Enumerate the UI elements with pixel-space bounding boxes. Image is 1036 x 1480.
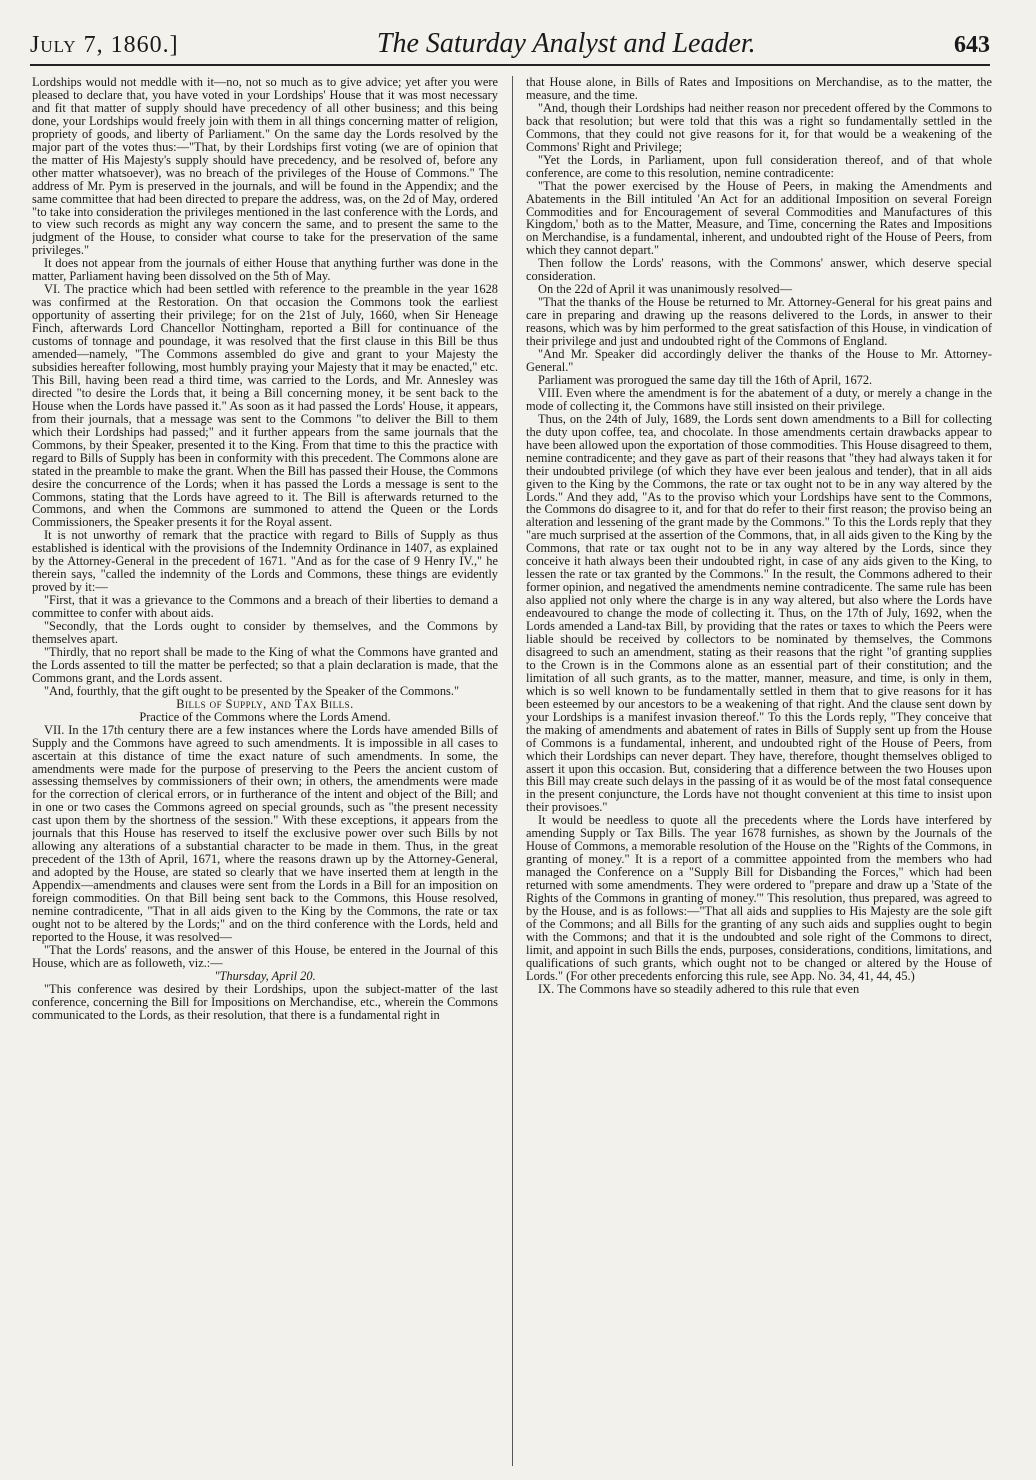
paragraph: VI. The practice which had been settled with reference to the preamble in the year 1628 was confirmed at the Restoration. On that occasion the Commons took the earliest opportunity of asserting their privilege; for on the 21st of July, 1660, when Sir Heneage Finch, afterwards Lord Chancellor Nottingham, reported a Bill for continuance of the customs of tonnage and poundage, it was resolved that the first clause in this Bill be thus amended—namely, "The Commons assembled do give and grant to your Majesty the subsidies hereafter following, most humbly praying your Majesty that it may be enacted," etc. This Bill, having been read a third time, was carried to the Lords, and Mr. Annesley was directed "to desire the Lords that, it being a Bill concerning money, it be sent back to the House when the Lords have passed it." As soon as it had passed the Lords' House, it appears, from their journals, that a message was sent to the Commons "to deliver the Bill to them which their Lordships had passed;" and it further appears from the same journals that the Commons, by their Speaker, presented it to the King. From that time to this the practice with regard to Bills of Supply has been in conformity with this precedent. The Commons alone are stated in the preamble to make the grant. When the Bill has passed their House, the Commons desire the concurrence of the Lords; when it has passed the Lords a message is sent to the Commons, stating that the Lords have agreed to it. The Bill is afterwards returned to the Commons, and when the Commons are summoned to attend the Queen or the Lords Commissioners, the Speaker presents it for the Royal assent. [32,282,498,530]
paragraph: "That the Lords' reasons, and the answer of this House, be entered in the Journal of this House, which are as followeth, viz.:— [32,942,498,970]
paragraph: "This conference was desired by their Lordships, upon the subject-matter of the last conference, concerning the Bill for Impositions on Merchandise, etc., wherein the Commons communicated to the Lords, as their resolution, that there is a fundamental right in [32,981,498,1022]
paragraph: "Yet the Lords, in Parliament, upon full consideration thereof, and of that whole conference, are come to this resolution, nemine contradicente: [526,152,992,180]
paragraph: It is not unworthy of remark that the practice with regard to Bills of Supply as thus established is identical with the provisions of the Indemnity Ordinance in 1407, as explained by the Attorney-General in the precedent of 1671. "And as for the case of 9 Henry IV.," he therein says, "called the indemnity of the Lords and Commons, these things are evidently proved by it:— [32,528,498,595]
dateline: "Thursday, April 20. [214,968,316,983]
paragraph: that House alone, in Bills of Rates and Impositions on Merchandise, as to the matter, the measure, and the time. [526,76,992,102]
page-number: 643 [954,32,990,58]
section-heading: Bills of Supply, and Tax Bills. [176,696,354,711]
paragraph: "That the thanks of the House be returned to Mr. Attorney-General for his great pains and care in preparing and drawing up the reasons delivered to the Lords, in answer to their reasons, which was by him performed to the great satisfaction of this House, in vindication of their privilege and just and undoubted right of the Commons of England. [526,295,992,349]
paragraph: It would be needless to quote all the precedents where the Lords have interfered by amending Supply or Tax Bills. The year 1678 furnishes, as shown by the Journals of the House of Commons, a memorable resolution of the House on the "Rights of the Commons, in granting of money." It is a report of a committee appointed from the members who had managed the Conference on a "Supply Bill for Disbanding the Forces," which had been returned with some amendments. They were ordered to "prepare and draw up a 'State of the Rights of the Commons in granting of money.'" This resolution, thus prepared, was agreed to by the House, and is as follows:—"That all aids and supplies to His Majesty are the sole gift of the Commons; and all Bills for the granting of any such aids and supplies ought to begin with the Commons; and that it is the undoubted and sole right of the Commons to direct, limit, and appoint in such Bills the ends, purposes, considerations, conditions, limitations, and qualifications of such grants, which ought not to be changed or altered by the House of Lords." (For other precedents enforcing this rule, see App. No. 34, 41, 44, 45.) [526,813,992,983]
publication-title: The Saturday Analyst and Leader. [376,28,756,59]
paragraph: "And, fourthly, that the gift ought to be presented by the Speaker of the Commons." [44,683,460,698]
paragraph: IX. The Commons have so steadily adhered to this rule that even [538,981,860,996]
paragraph: "First, that it was a grievance to the Commons and a breach of their liberties to demand a committee to confer with about aids. [32,593,498,621]
paragraph: Thus, on the 24th of July, 1689, the Lords sent down amendments to a Bill for collecting the duty upon coffee, tea, and chocolate. In those amendments certain drawbacks appear to have been allowed upon the exportation of those commodities. This House disagreed to them, nemine contradicente; and they gave as part of their reasons that "they had always taken it for their undoubted privilege (of which they have ever been jealous and tender), that in all aids given to the King by the Commons, the rate or tax ought not to be in any way altered by the Lords." And they add, "As to the proviso which your Lordships have sent to the Commons, the Commons do disagree to it, and for that do refer to their first reason; the proviso being an alteration and lessening of the grant made by the Commons." To this the Lords reply that they "are much surprised at the assertion of the Commons, that, in all aids given to the King by the Commons, that rate or tax ought not to be in any way altered by the Lords, since they conceive it hath always been their undoubted right, in case of any aids given to the King, to lessen the rate or tax granted by the Commons." In the result, the Commons adhered to their former opinion, and negatived the amendments nemine contradicente. The same rule has been also applied not only where the charge is in any way altered, but also where the Lords have endeavoured to change the mode of collecting it. Thus, on the 17th of July, 1692, when the Lords amended a Land-tax Bill, by providing that the rates or taxes to which the Peers were liable should be received by collectors to be nominated by themselves, the Commons disagreed to such an amendment, stating as their reasons that the right "of granting supplies to the Crown is in the Commons alone as an essential part of their constitution; and the limitation of all such grants, as to the matter, manner, measure, and time, is only in them, which is so well known to be fundamentally settled in them that to give reasons for it has been esteemed by our ancestors to be a weakening of that right. And the clause sent down by your Lordships is a manifest invasion thereof." To this the Lords reply, "They conceive that the making of amendments and abatement of rates in Bills of Supply sent up from the House of Commons is a fundamental, inherent, and undoubted right of the House of Peers, from which their Lordships can never depart. They have, therefore, thought themselves obliged to assert it upon this occasion. But, considering that a difference between the two Houses upon this Bill may create such delays in the passing of it as would be of the most fatal consequence in the present conjuncture, the Lords have not thought convenient at this time to insist upon their provisoes." [526,411,992,815]
paragraph: "Secondly, that the Lords ought to consider by themselves, and the Commons by themselves apart. [32,619,498,646]
paragraph: "Thirdly, that no report shall be made to the King of what the Commons have granted and the Lords assented to till the matter be perfected; so that a plain declaration is made, that the Commons grant, and the Lords assent. [32,644,498,685]
paragraph: "And Mr. Speaker did accordingly deliver the thanks of the House to Mr. Attorney-General." [526,347,992,374]
section-subheading: Practice of the Commons where the Lords Amend. [139,709,391,724]
right-column [526,76,992,1466]
paragraph: On the 22d of April it was unanimously resolved— [538,282,792,297]
paragraph: "And, though their Lordships had neither reason nor precedent offered by the Commons to back that resolution; but were told that this was a right so fundamentally settled in the Commons, that they could not give reasons for it, for that would be a weakening of the Commons' Right and Privilege; [526,100,992,154]
paragraph: Lordships would not meddle with it—no, not so much as to give advice; yet after you were pleased to declare that, you have voted in your Lordships' House that it was most necessary and fit that matter of supply should have precedency of all other business; and this being done, your Lordships would freely join with them in all things concerning matter of religion, propriety of goods, and liberty of Parliament." On the same day the Lords resolved by the major part of the votes thus:—"That, by their Lordships first voting (we are of opinion that the matter of His Majesty's supply should have precedency, and be resolved of, before any other matter whatsoever), was no breach of the privileges of the House of Commons." The address of Mr. Pym is preserved in the journals, and will be found in the Appendix; and the same committee that had been directed to prepare the address, was, on the 2d of May, ordered "to take into consideration the privileges mentioned in the last conference with the Lords, and to view such records as might any way concern the same, and to present the same to the judgment of the House, to consider what course to take for the preservation of the same privileges." [32,76,498,258]
column-divider [512,76,513,1466]
paragraph: It does not appear from the journals of either House that anything further was done in the matter, Parliament having been dissolved on the 5th of May. [32,256,498,284]
paragraph: Then follow the Lords' reasons, with the Commons' answer, which deserve special consideration. [526,256,992,284]
issue-date: July 7, 1860.] [30,32,179,58]
paragraph: VIII. Even where the amendment is for the abatement of a duty, or merely a change in the mode of collecting it, the Commons have still insisted on their privilege. [526,385,992,413]
paragraph: "That the power exercised by the House of Peers, in making the Amendments and Abatements in the Bill intituled 'An Act for an additional Imposition on several Foreign Commodities and for Encouragement of several Commodities and Manufactures of this Kingdom,' both as to the Matter, Measure, and Time, concerning the Rates and Impositions on Merchandise, is a fundamental, inherent, and undoubted right of the House of Peers, from which they cannot depart." [526,178,992,258]
left-column [32,76,498,1466]
paragraph: Parliament was prorogued the same day till the 16th of April, 1672. [538,372,873,387]
article-body [32,76,992,1466]
page-header [30,28,990,66]
paragraph: VII. In the 17th century there are a few instances where the Lords have amended Bills of Supply and the Commons have agreed to such amendments. It is impossible in all cases to ascertain at this distance of time the exact nature of such amendments. In some, the amendments were made for the purpose of preserving to the Peers the ancient custom of assessing themselves by commissioners of their own; in others, the amendments were made for the correction of clerical errors, or in furtherance of the intent and object of the Bill; and in one or two cases the Commons agreed on special grounds, such as "the present necessity cast upon them by the shortness of the session." With these exceptions, it appears from the journals that this House has reserved to itself the exclusive power over such Bills by not allowing any alterations of a substantial character to be made in them. Thus, in the great precedent of the 13th of April, 1671, where the reasons drawn up by the Attorney-General, and adopted by the House, are stated so clearly that we have inserted them at length in the Appendix—amendments and clauses were sent from the Lords in a Bill for an imposition on foreign commodities. On that Bill being sent back to the Commons, this House resolved, nemine contradicente, "That in all aids given to the King by the Commons, the rate or tax ought not to be altered by the Lords;" and on the third conference with the Lords, held and reported to the House, it was resolved— [32,722,498,944]
